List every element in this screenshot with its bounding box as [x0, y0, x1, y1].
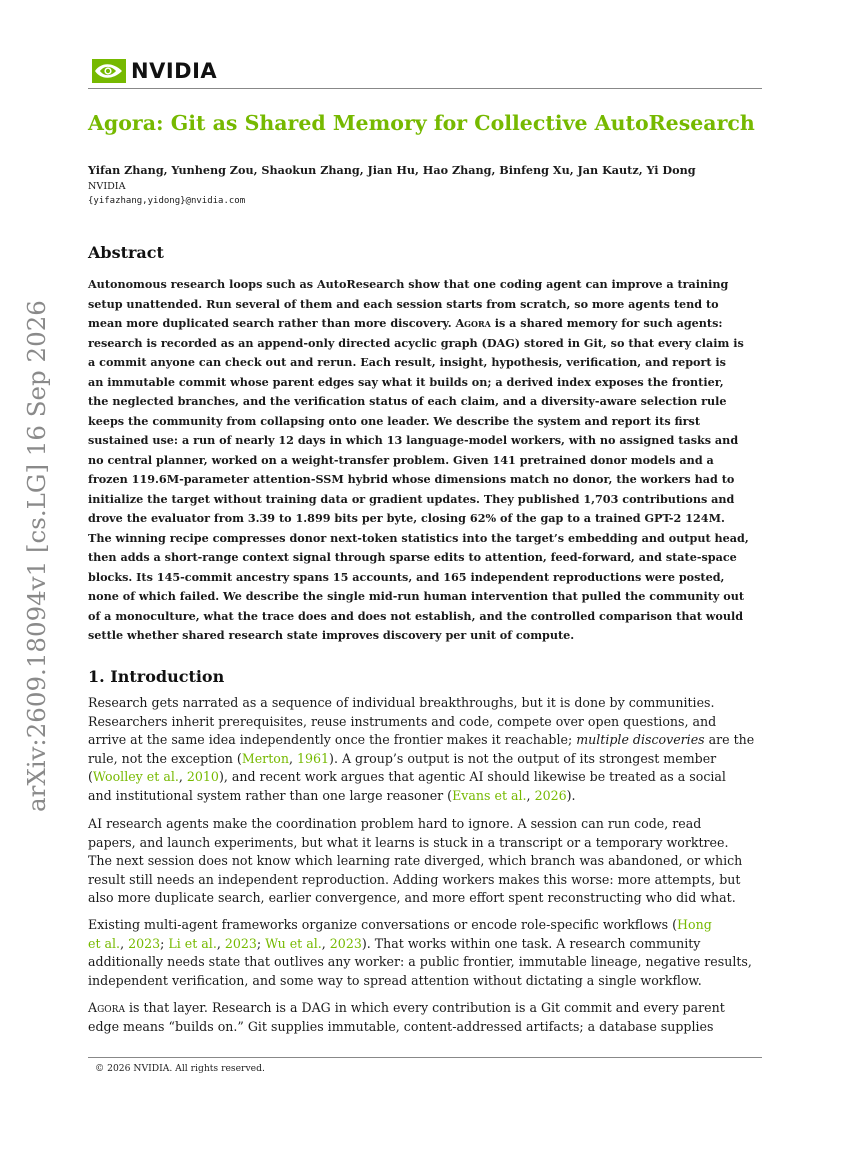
- abstract-line: none of which failed. We describe the single mid-run human intervention that pulled the community out: [88, 589, 745, 603]
- abstract-line: an immutable commit whose parent edges say what it builds on; a derived index exposes the frontier,: [88, 374, 724, 389]
- system-name: Agora: [88, 1000, 125, 1015]
- abstract-line: initialize the target without training data or gradient updates. They published 1,703 contributions and: [88, 491, 735, 506]
- abstract-line: sustained use: a run of nearly 12 days in which 13 language-model workers, with no assigned tasks and: [88, 433, 739, 447]
- abstract-line: keeps the community from collapsing onto one leader. We describe the system and report its first: [88, 413, 701, 428]
- citation-link[interactable]: Woolley et al.: [92, 769, 179, 784]
- citation-link[interactable]: 1961: [296, 750, 330, 766]
- paragraph-line: The next session does not know which learning rate diverged, which branch was abandoned, or which: [88, 853, 743, 868]
- citation-link[interactable]: Li et al.: [168, 935, 217, 951]
- paragraph-line: result still needs an independent reproduction. Adding workers makes this worse: more attempts, but: [88, 871, 741, 887]
- paragraph-line: independent verification, and some way to spread attention without dictating a single workflow.: [88, 972, 702, 988]
- paragraph-line: Existing multi-agent frameworks organize conversations or encode role-specific workflows (Hong: [88, 917, 712, 932]
- citation-link[interactable]: 2023: [128, 935, 161, 951]
- paragraph-line: rule, not the exception (Merton, 1961). A group’s output is not the output of its strongest member: [88, 750, 717, 766]
- paper-affiliation: NVIDIA: [88, 181, 126, 192]
- intro-paragraph-2: [88, 815, 761, 908]
- abstract-line: setup unattended. Run several of them and each session starts from scratch, so more agents tend to: [88, 296, 719, 311]
- citation-link[interactable]: 2023: [224, 935, 257, 951]
- header-rule: [88, 88, 762, 89]
- citation-link[interactable]: Merton: [241, 750, 289, 766]
- nvidia-eye-icon: [92, 59, 126, 83]
- paragraph-line: also more duplicate search, earlier convergence, and more effort spent reconstructing who did what.: [88, 890, 736, 905]
- citation-link[interactable]: 2023: [329, 935, 362, 951]
- abstract-line: no central planner, worked on a weight-transfer problem. Given 141 pretrained donor models and a: [88, 452, 714, 467]
- system-name: Agora: [455, 316, 491, 330]
- paragraph-line: papers, and launch experiments, but what it learns is stuck in a transcript or a temporary worktree.: [88, 834, 729, 850]
- arxiv-stamp: arXiv:2609.18094v1 [cs.LG] 16 Sep 2026: [22, 300, 51, 812]
- footer-copyright: © 2026 NVIDIA. All rights reserved.: [95, 1063, 265, 1074]
- paper-authors: Yifan Zhang, Yunheng Zou, Shaokun Zhang, Jian Hu, Hao Zhang, Binfeng Xu, Jan Kautz, Yi Dong: [88, 163, 696, 177]
- abstract-line: blocks. Its 145-commit ancestry spans 15 accounts, and 165 independent reproductions were posted,: [88, 569, 725, 584]
- abstract-line: of a monoculture, what the trace does and does not establish, and the controlled comparison that would: [88, 608, 744, 623]
- abstract-line: research is recorded as an append-only directed acyclic graph (DAG) stored in Git, so that every claim is: [88, 335, 744, 350]
- citation-link[interactable]: et al.: [88, 935, 121, 951]
- paragraph-line: and institutional system rather than one large reasoner (Evans et al., 2026).: [88, 787, 576, 803]
- citation-link[interactable]: Hong: [677, 917, 712, 932]
- intro-heading: 1. Introduction: [88, 667, 225, 686]
- footer-rule: [88, 1057, 762, 1058]
- abstract-line: then adds a short-range context signal through sparse edits to attention, feed-forward, and state-space: [88, 550, 737, 564]
- intro-paragraph-3: [88, 916, 761, 990]
- paragraph-line: AI research agents make the coordination problem hard to ignore. A session can run code, read: [88, 816, 702, 831]
- paper-email[interactable]: {yifazhang,yidong}@nvidia.com: [88, 196, 246, 206]
- abstract-line: The winning recipe compresses donor next-token statistics into the target’s embedding and output head,: [88, 530, 749, 545]
- abstract-line: frozen 119.6M-parameter attention-SSM hybrid whose dimensions match no donor, the workers had to: [88, 472, 735, 486]
- abstract-line: drove the evaluator from 3.39 to 1.899 bits per byte, closing 62% of the gap to a trained GPT-2 124M.: [88, 511, 725, 525]
- paragraph-line: Research gets narrated as a sequence of individual breakthroughs, but it is done by communities.: [88, 695, 715, 710]
- abstract-line: Autonomous research loops such as AutoResearch show that one coding agent can improve a training: [88, 277, 729, 291]
- intro-paragraph-4: [88, 999, 761, 1036]
- nvidia-logo: [92, 58, 217, 84]
- abstract-line: the neglected branches, and the verification status of each claim, and a diversity-aware selection rule: [88, 394, 727, 408]
- paper-title: Agora: Git as Shared Memory for Collective AutoResearch: [88, 111, 755, 135]
- abstract-line: settle whether shared research state improves discovery per unit of compute.: [88, 628, 575, 642]
- abstract-body: [88, 275, 761, 646]
- paragraph-line: edge means “builds on.” Git supplies immutable, content-addressed artifacts; a database supplies: [88, 1018, 714, 1034]
- emphasis: multiple discoveries: [576, 732, 705, 747]
- paragraph-line: et al., 2023; Li et al., 2023; Wu et al., 2023). That works within one task. A research community: [88, 935, 701, 951]
- abstract-heading: Abstract: [88, 243, 164, 262]
- citation-link[interactable]: 2026: [534, 787, 567, 803]
- abstract-line: mean more duplicated search rather than more discovery. Agora is a shared memory for such agents:: [88, 316, 723, 330]
- logo-wordmark: NVIDIA: [131, 59, 218, 83]
- paragraph-line: Agora is that layer. Research is a DAG in which every contribution is a Git commit and every parent: [88, 1000, 725, 1015]
- abstract-line: a commit anyone can check out and rerun. Each result, insight, hypothesis, verification, and report is: [88, 355, 726, 369]
- citation-link[interactable]: 2010: [186, 769, 219, 784]
- paragraph-line: additionally needs state that outlives any worker: a public frontier, immutable lineage, negative results,: [88, 954, 752, 969]
- citation-link[interactable]: Evans et al.: [452, 787, 527, 803]
- paragraph-line: Researchers inherit prerequisites, reuse instruments and code, compete over open questions, and: [88, 713, 717, 729]
- citation-link[interactable]: Wu et al.: [265, 935, 322, 951]
- paragraph-line: (Woolley et al., 2010), and recent work argues that agentic AI should likewise be treated as a social: [88, 769, 726, 784]
- intro-paragraph-1: [88, 694, 761, 805]
- paragraph-line: arrive at the same idea independently once the frontier makes it reachable; multiple discoveries are the: [88, 732, 755, 747]
